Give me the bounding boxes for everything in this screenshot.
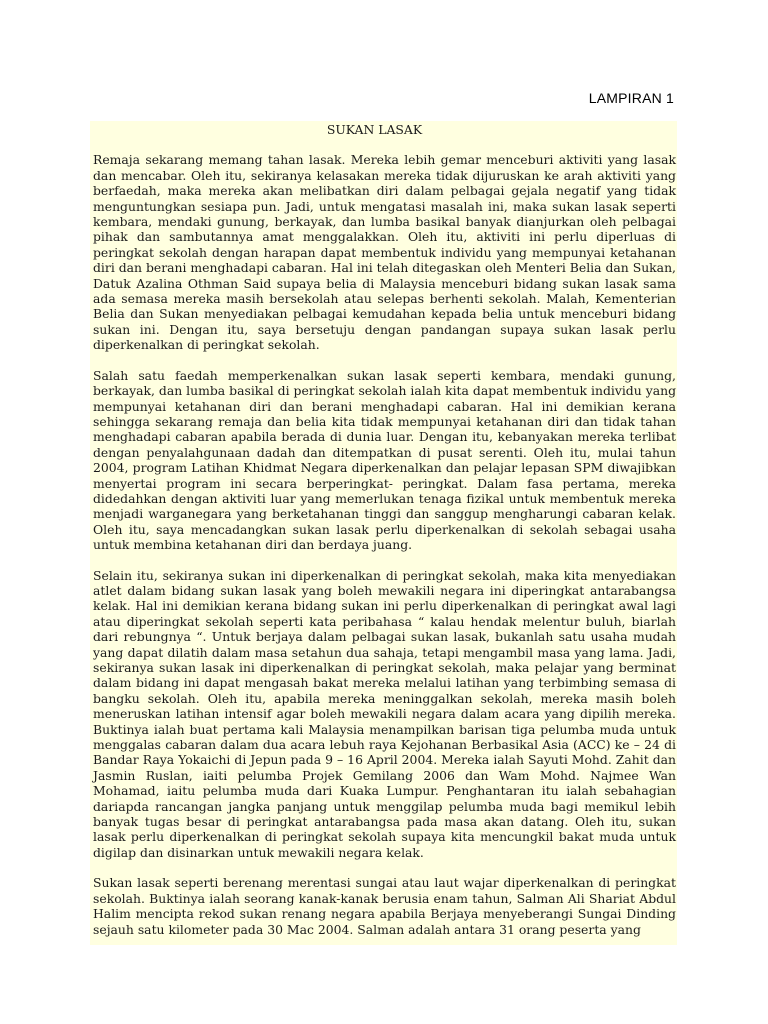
paragraph: Selain itu, sekiranya sukan ini diperkenalkan di peringkat sekolah, maka kita menyediakan atlet dalam bidang sukan lasak yang boleh mewakili negara ini diperingkat antarabangsa kelak. Hal ini demikian kerana bidang sukan ini perlu diperkenalkan di peringkat awal lagi atau diperingkat sekolah seperti kata peribahasa “ kalau hendak melentur buluh, biarlah dari rebungnya “. Untuk berjaya dalam pelbagai sukan lasak, bukanlah satu usaha mudah yang dapat dilatih dalam masa setahun dua sahaja, tetapi mengambil masa yang lama. Jadi, sekiranya sukan lasak ini diperkenalkan di peringkat sekolah, maka pelajar yang berminat dalam bidang ini dapat mengasah bakat mereka melalui latihan yang terbimbing semasa di bangku sekolah. Oleh itu, apabila mereka meninggalkan sekolah, mereka masih boleh meneruskan latihan intensif agar boleh mewakili negara dalam acara yang dipilih mereka. Buktinya ialah buat pertama kali Malaysia menampilkan barisan tiga pelumba muda untuk menggalas cabaran dalam dua acara lebuh raya Kejohanan Berbasikal Asia (ACC) ke – 24 di Bandar Raya Yokaichi di Jepun pada 9 – 16 April 2004. Mereka ialah Sayuti Mohd. Zahit dan Jasmin Ruslan, iaiti pelumba Projek Gemilang 2006 dan Wam Mohd. Najmee Wan Mohamad, iaitu pelumba muda dari Kuaka Lumpur. Penghantaran itu ialah sebahagian dariapda rancangan jangka panjang untuk menggilap pelumba muda bagi memikul lebih banyak tugas besar di peringkat antarabangsa pada masa akan datang. Oleh itu, sukan lasak perlu diperkenalkan di peringkat sekolah supaya kita mencungkil bakat muda untuk digilap dan disinarkan untuk mewakili negara kelak. (93, 567, 676, 860)
essay-body (90, 121, 677, 945)
paragraph: Sukan lasak seperti berenang merentasi sungai atau laut wajar diperkenalkan di peringkat sekolah. Buktinya ialah seorang kanak-kanak berusia enam tahun, Salman Ali Shariat Abdul Halim mencipta rekod sukan renang negara apabila Berjaya menyeberangi Sungai Dinding sejauh satu kilometer pada 30 Mac 2004. Salman adalah antara 31 orang peserta yang (93, 875, 676, 937)
paragraph: Salah satu faedah memperkenalkan sukan lasak seperti kembara, mendaki gunung, berkayak, dan lumba basikal di peringkat sekolah ialah kita dapat membentuk individu yang mempunyai ketahanan diri dan berani menghadapi cabaran. Hal ini demikian kerana sehingga sekarang remaja dan belia kita tidak mempunyai ketahanan diri dan tidak tahan menghadapi cabaran apabila berada di dunia luar. Dengan itu, kebanyakan mereka terlibat dengan penyalahgunaan dadah dan ditempatkan di pusat serenti. Oleh itu, mulai tahun 2004, program Latihan Khidmat Negara diperkenalkan dan pelajar lepasan SPM diwajibkan menyertai program ini secara berperingkat- peringkat. Dalam fasa pertama, mereka didedahkan dengan aktiviti luar yang memerlukan tenaga fizikal untuk membentuk mereka menjadi warganegara yang berketahanan tinggi dan sanggup mengharungi cabaran kelak. Oleh itu, saya mencadangkan sukan lasak perlu diperkenalkan di sekolah sebagai usaha untuk membina ketahanan diri dan berdaya juang. (93, 367, 676, 553)
appendix-label: LAMPIRAN 1 (588, 90, 674, 106)
essay-title: SUKAN LASAK (326, 122, 423, 137)
paragraph: Remaja sekarang memang tahan lasak. Mereka lebih gemar menceburi aktiviti yang lasak dan mencabar. Oleh itu, sekiranya kelasakan mereka tidak dijuruskan ke arah aktiviti yang berfaedah, maka mereka akan melibatkan diri dalam pelbagai gejala negatif yang tidak menguntungkan sesiapa pun. Jadi, untuk mengatasi masalah ini, maka sukan lasak seperti kembara, mendaki gunung, berkayak, dan lumba basikal banyak dianjurkan oleh pelbagai pihak dan sambutannya amat menggalakkan. Oleh itu, aktiviti ini perlu diperluas di peringkat sekolah dengan harapan dapat membentuk individu yang mempunyai ketahanan diri dan berani menghadapi cabaran. Hal ini telah ditegaskan oleh Menteri Belia dan Sukan, Datuk Azalina Othman Said supaya belia di Malaysia menceburi bidang sukan lasak sama ada semasa mereka masih bersekolah atau selepas berhenti sekolah. Malah, Kementerian Belia dan Sukan menyediakan pelbagai kemudahan kepada belia untuk menceburi bidang sukan ini. Dengan itu, saya bersetuju dengan pandangan supaya sukan lasak perlu diperkenalkan di peringkat sekolah. (93, 152, 676, 353)
